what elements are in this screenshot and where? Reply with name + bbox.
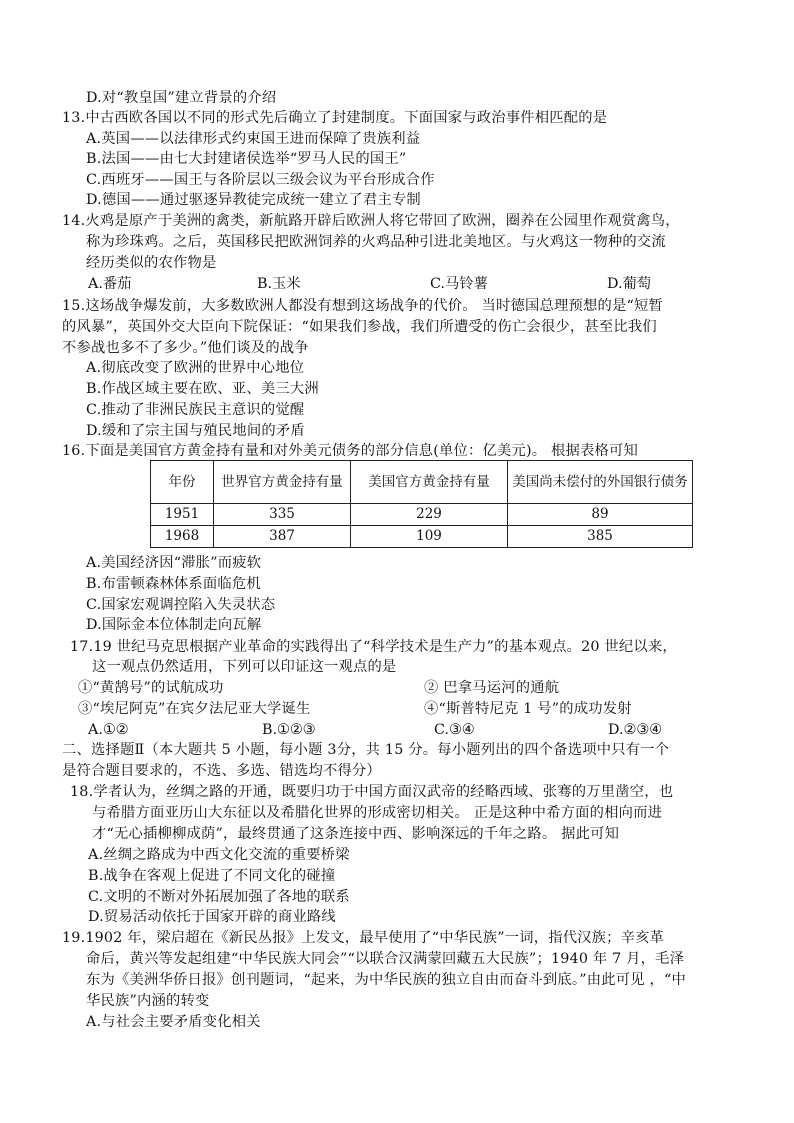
q17-item-3: ③“埃尼阿克”在宾夕法尼亚大学诞生 <box>78 701 311 717</box>
q18-option-d: D.贸易活动依托于国家开辟的商业路线 <box>88 909 336 925</box>
q17-stem-line-2: 这一观点仍然适用，下列可以印证这一观点的是 <box>92 659 397 675</box>
q19-stem-line-3: 东为《美洲华侨日报》创刊题词，“起来，为中华民族的独立自由而奋斗到底。”由此可见 ，“中 <box>86 972 686 988</box>
q14-stem-line-1: 14.火鸡是原产于美洲的禽类，新航路开辟后欧洲人将它带回了欧洲，圈养在公园里作观赏禽鸟， <box>62 213 680 229</box>
q19-stem-line-1: 19.1902 年，梁启超在《新民丛报》上发文，最早使用了“中华民族”一词，指代汉族；辛亥革 <box>62 930 665 946</box>
table-cell: 385 <box>508 526 693 548</box>
q16-option-b: B.布雷顿森林体系面临危机 <box>86 576 261 592</box>
section2-heading-line-2: 是符合题目要求的，不选、多选、错选均不得分） <box>62 763 381 779</box>
q16-option-a: A.美国经济因“滞胀”而疲软 <box>86 555 262 571</box>
q17-option-d: D.②③④ <box>608 722 662 738</box>
q17-item-1: ①“黄鹄号”的试航成功 <box>78 680 224 696</box>
table-header-row <box>151 461 693 504</box>
table-cell: 387 <box>214 526 351 548</box>
q15-stem-line-1: 15.这场战争爆发前，大多数欧洲人都没有想到这场战争的代价。 当时德国总理预想的是“短暂 <box>62 298 663 314</box>
q15-stem-line-3: 不参战也多不了多少。”他们谈及的战争 <box>62 340 309 356</box>
table-cell: 109 <box>351 526 508 548</box>
q13-stem: 13.中古西欧各国以不同的形式先后确立了封建制度。下面国家与政治事件相匹配的是 <box>62 110 608 126</box>
q15-stem-line-2: 的风暴”，英国外交大臣向下院保证：“如果我们参战，我们所遭受的伤亡会很少，甚至比我们 <box>62 319 657 335</box>
q16-option-d: D.国际金本位体制走向瓦解 <box>86 617 262 633</box>
q14-option-c: C.马铃薯 <box>430 276 488 292</box>
q19-stem-line-2: 命后，黄兴等发起组建“中华民族大同会”“以联合汉满蒙回藏五大民族”；1940 年 7 月，毛泽 <box>86 951 685 967</box>
q19-option-a: A.与社会主要矛盾变化相关 <box>86 1014 261 1030</box>
table-header-cell: 年份 <box>151 461 214 504</box>
q19-stem-line-4: 华民族”内涵的转变 <box>86 993 210 1009</box>
q18-option-b: B.战争在客观上促进了不同文化的碰撞 <box>88 868 336 884</box>
q12-option-d: D.对“教皇国”建立背景的介绍 <box>86 90 277 106</box>
q17-stem-line-1: 17.19 世纪马克思根据产业革命的实践得出了“科学技术是生产力”的基本观点。20 世纪以来， <box>70 639 677 655</box>
q15-option-a: A.彻底改变了欧洲的世界中心地位 <box>86 360 305 376</box>
q18-stem-line-2: 与希腊方面亚历山大东征以及希腊化世界的形成密切相关。 正是这种中希方面的相向而进 <box>92 805 663 821</box>
q17-item-4: ④“斯普特尼克 1 号”的成功发射 <box>424 701 632 717</box>
q18-stem-line-1: 18.学者认为，丝绸之路的开通，既要归功于中国方面汉武帝的经略西域、张骞的万里凿空，也 <box>70 784 674 800</box>
table-cell: 1951 <box>151 504 214 526</box>
q17-option-a: A.①② <box>88 722 129 738</box>
q18-stem-line-3: 才“无心插柳柳成荫”，最终贯通了这条连接中西、影响深远的千年之路。 据此可知 <box>92 826 620 842</box>
table-cell: 1968 <box>151 526 214 548</box>
gold-debt-table <box>150 460 693 548</box>
table-header-cell: 美国官方黄金持有量 <box>351 461 508 504</box>
q15-option-b: B.作战区域主要在欧、亚、美三大洲 <box>86 381 319 397</box>
q16-stem: 16.下面是美国官方黄金持有量和对外美元债务的部分信息(单位：亿美元)。 根据表格可知 <box>62 443 639 459</box>
q17-option-c: C.③④ <box>434 722 475 738</box>
q17-option-b: B.①②③ <box>262 722 316 738</box>
q18-option-a: A.丝绸之路成为中西文化交流的重要桥梁 <box>88 847 350 863</box>
q15-option-c: C.推动了非洲民族民主意识的觉醒 <box>86 402 305 418</box>
table-header-cell: 美国尚未偿付的外国银行债务 <box>508 461 693 504</box>
section2-heading-line-1: 二、选择题Ⅱ（本大题共 5 小题，每小题 3分，共 15 分。每小题列出的四个备选项中只有一个 <box>62 742 670 758</box>
table-cell: 89 <box>508 504 693 526</box>
table-cell: 335 <box>214 504 351 526</box>
q14-option-b: B.玉米 <box>257 276 301 292</box>
q18-option-c: C.文明的不断对外拓展加强了各地的联系 <box>88 889 350 905</box>
q13-option-c: C.西班牙——国王与各阶层以三级会议为平台形成合作 <box>86 172 435 188</box>
q15-option-d: D.缓和了宗主国与殖民地间的矛盾 <box>86 423 305 439</box>
q13-option-a: A.英国——以法律形式约束国王进而保障了贵族利益 <box>86 131 421 147</box>
q16-option-c: C.国家宏观调控陷入失灵状态 <box>86 597 276 613</box>
table-row <box>151 504 693 526</box>
q14-stem-line-2: 称为珍珠鸡。之后，英国移民把欧洲饲养的火鸡品种引进北美地区。与火鸡这一物种的交流 <box>86 234 666 250</box>
q14-stem-line-3: 经历类似的农作物是 <box>86 255 217 271</box>
table-row <box>151 526 693 548</box>
q13-option-b: B.法国——由七大封建诸侯选举“罗马人民的国王” <box>86 151 407 167</box>
q13-option-d: D.德国——通过驱逐异教徒完成统一建立了君主专制 <box>86 192 421 208</box>
table-header-cell: 世界官方黄金持有量 <box>214 461 351 504</box>
q14-option-d: D.葡萄 <box>607 276 652 292</box>
q17-item-2: ② 巴拿马运河的通航 <box>424 680 560 696</box>
table-cell: 229 <box>351 504 508 526</box>
q14-option-a: A.番茄 <box>88 276 132 292</box>
